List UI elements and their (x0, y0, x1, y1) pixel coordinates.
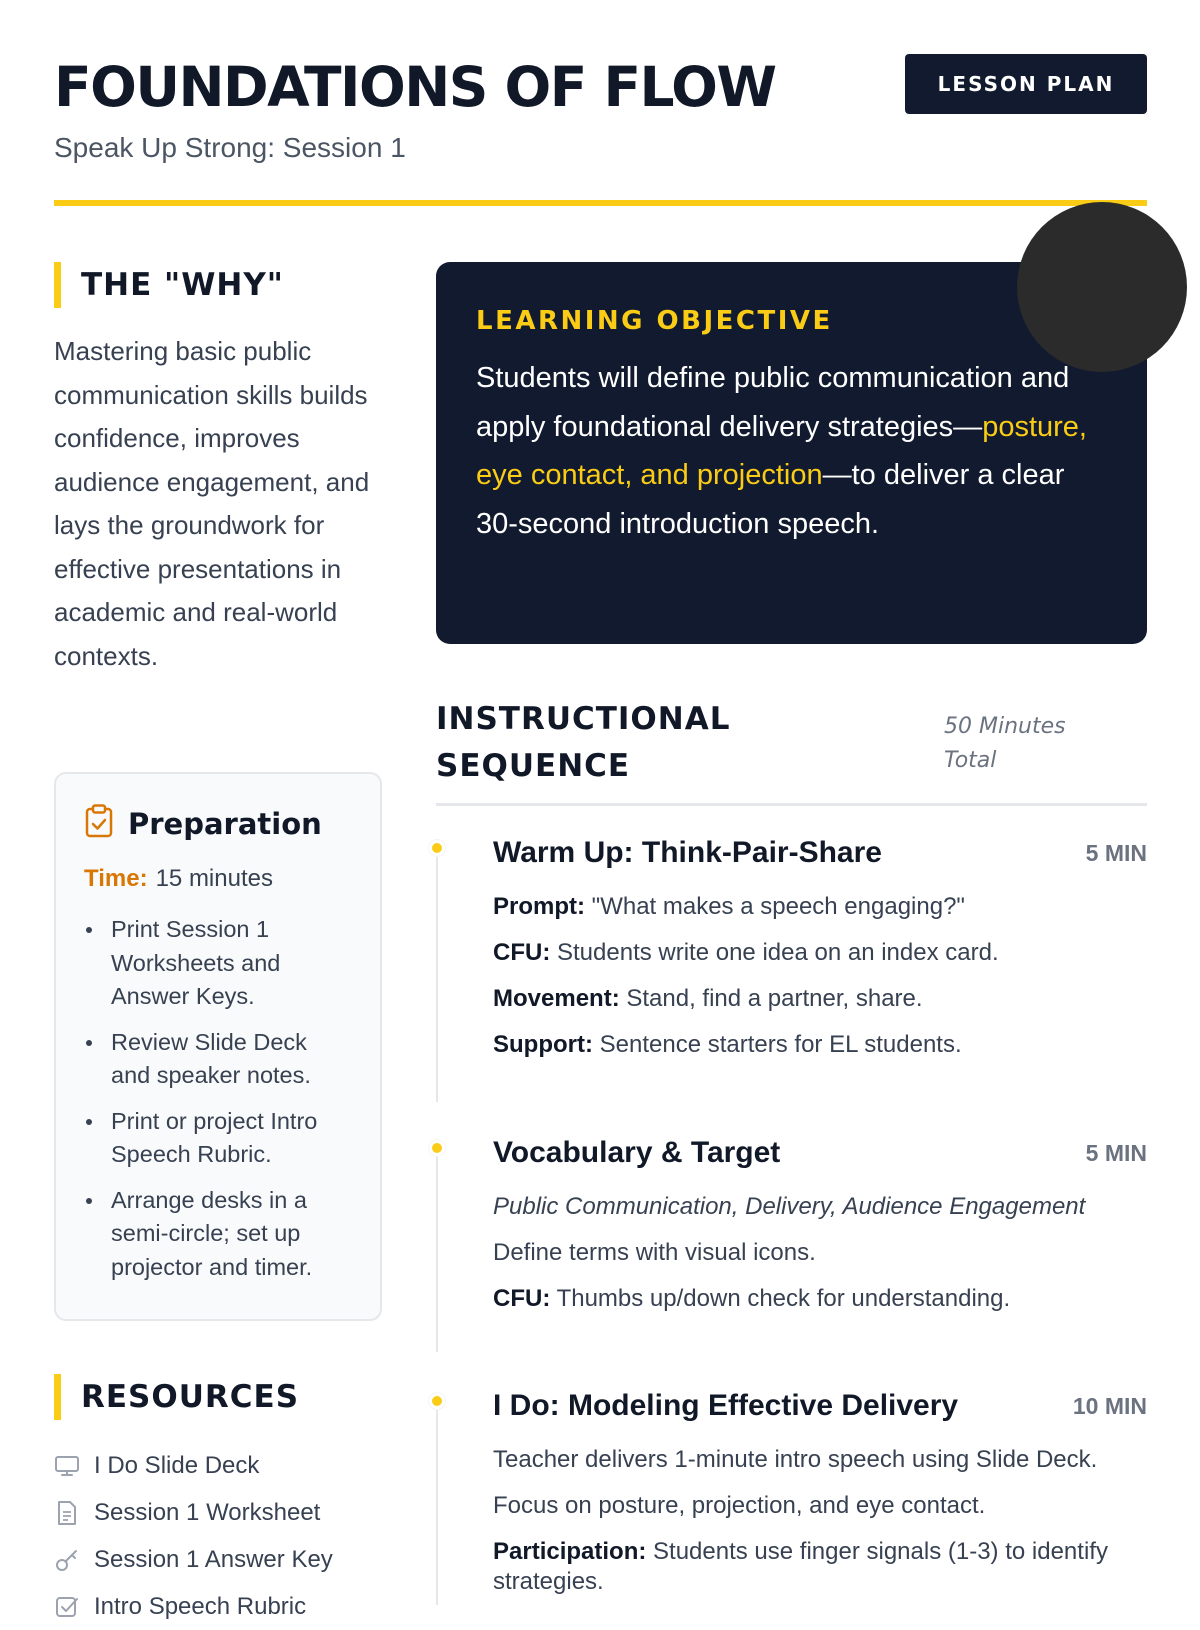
resource-link-answer-key[interactable] (54, 1536, 384, 1583)
objective-text (476, 354, 1107, 548)
page-header (54, 52, 1147, 207)
decorative-circle (1017, 202, 1187, 372)
line-text: "What makes a speech engaging?" (585, 893, 965, 920)
monitor-icon (54, 1453, 80, 1479)
timeline-line (436, 852, 438, 1102)
line-text: Thumbs up/down check for understanding. (550, 1285, 1011, 1312)
sequence-header (436, 696, 1147, 806)
resources-section (54, 1374, 384, 1630)
step-line (493, 984, 1147, 1014)
page-title: FOUNDATIONS OF FLOW (54, 55, 776, 119)
step-line (493, 1030, 1147, 1060)
list-item: Arrange desks in a semi-circle; set up projector and timer. (84, 1184, 352, 1285)
learning-objective-card (436, 262, 1147, 644)
time-value: 15 minutes (155, 865, 273, 892)
step-line (493, 1537, 1147, 1597)
sequence-title: INSTRUCTIONAL SEQUENCE (436, 701, 731, 784)
sequence-total-time: 50 Minutes Total (944, 714, 1066, 773)
preparation-card (54, 772, 382, 1321)
step-body (493, 892, 1147, 1076)
line-label: Participation: (493, 1538, 647, 1565)
vocabulary-terms: Public Communication, Delivery, Audience Engagement (493, 1193, 1086, 1220)
step-line: Teacher delivers 1-minute intro speech using Slide Deck. (493, 1446, 1098, 1473)
step-line (493, 892, 1147, 922)
objective-label: LEARNING OBJECTIVE (476, 306, 833, 336)
lesson-plan-badge: LESSON PLAN (905, 54, 1147, 114)
step-title: I Do: Modeling Effective Delivery (493, 1389, 959, 1422)
instructional-timeline (436, 836, 1147, 1600)
timeline-dot (429, 1393, 445, 1409)
timeline-line (436, 1405, 438, 1605)
objective-text-end: —to deliver a clear 30-second introduction speech. (476, 459, 1065, 540)
step-line: Define terms with visual icons. (493, 1239, 816, 1266)
line-text: Students write one idea on an index card. (550, 939, 999, 966)
why-section (54, 262, 382, 678)
step-line (493, 938, 1147, 968)
resource-label: Session 1 Worksheet (94, 1498, 321, 1526)
line-label: Prompt: (493, 893, 585, 920)
step-body (493, 1192, 1147, 1330)
clipboard-check-icon (84, 804, 114, 843)
step-line: Focus on posture, projection, and eye contact. (493, 1492, 986, 1519)
preparation-list (84, 913, 352, 1284)
line-label: CFU: (493, 939, 551, 966)
step-body (493, 1445, 1147, 1613)
resource-link-slide-deck[interactable] (54, 1442, 384, 1489)
step-duration: 10 MIN (1072, 1393, 1147, 1419)
preparation-title: Preparation (128, 806, 322, 841)
resource-label: Intro Speech Rubric (94, 1592, 307, 1620)
resource-link-worksheet[interactable] (54, 1489, 384, 1536)
timeline-line (436, 1152, 438, 1352)
resources-heading: RESOURCES (54, 1374, 384, 1420)
resource-label: Session 1 Answer Key (94, 1545, 333, 1573)
resource-link-rubric[interactable] (54, 1583, 384, 1630)
why-text: Mastering basic public communication skills builds confidence, improves audience engagement, and lays the groundwork for effective presentations in academic and real-world contexts. (54, 336, 370, 671)
step-duration: 5 MIN (1085, 840, 1147, 866)
time-label: Time: (84, 865, 148, 892)
line-text: Stand, find a partner, share. (619, 985, 923, 1012)
list-item: Review Slide Deck and speaker notes. (84, 1026, 352, 1093)
line-label: Movement: (493, 985, 620, 1012)
header-divider (54, 200, 1147, 206)
line-text: Students use finger signals (1-3) to identify strategies. (493, 1538, 1108, 1595)
resources-list (54, 1442, 384, 1630)
step-title: Warm Up: Think-Pair-Share (493, 836, 882, 869)
key-icon (54, 1547, 80, 1573)
step-line (493, 1284, 1147, 1314)
list-item: Print Session 1 Worksheets and Answer Keys. (84, 913, 352, 1014)
checkbox-icon (54, 1594, 80, 1620)
preparation-time (84, 865, 352, 893)
step-duration: 5 MIN (1085, 1140, 1147, 1166)
why-heading: THE "WHY" (54, 262, 382, 308)
timeline-dot (429, 1140, 445, 1156)
line-label: Support: (493, 1031, 593, 1058)
document-icon (54, 1500, 80, 1526)
objective-text-start: Students will define public communication and apply foundational delivery strategies— (476, 362, 1070, 443)
preparation-header (84, 804, 352, 843)
resource-label: I Do Slide Deck (94, 1451, 260, 1479)
objective-highlight: posture, eye contact, and projection (476, 410, 1087, 491)
line-text: Sentence starters for EL students. (592, 1031, 962, 1058)
line-label: CFU: (493, 1285, 551, 1312)
page-subtitle: Speak Up Strong: Session 1 (54, 132, 406, 163)
timeline-dot (429, 840, 445, 856)
list-item: Print or project Intro Speech Rubric. (84, 1105, 352, 1172)
step-title: Vocabulary & Target (493, 1136, 781, 1169)
